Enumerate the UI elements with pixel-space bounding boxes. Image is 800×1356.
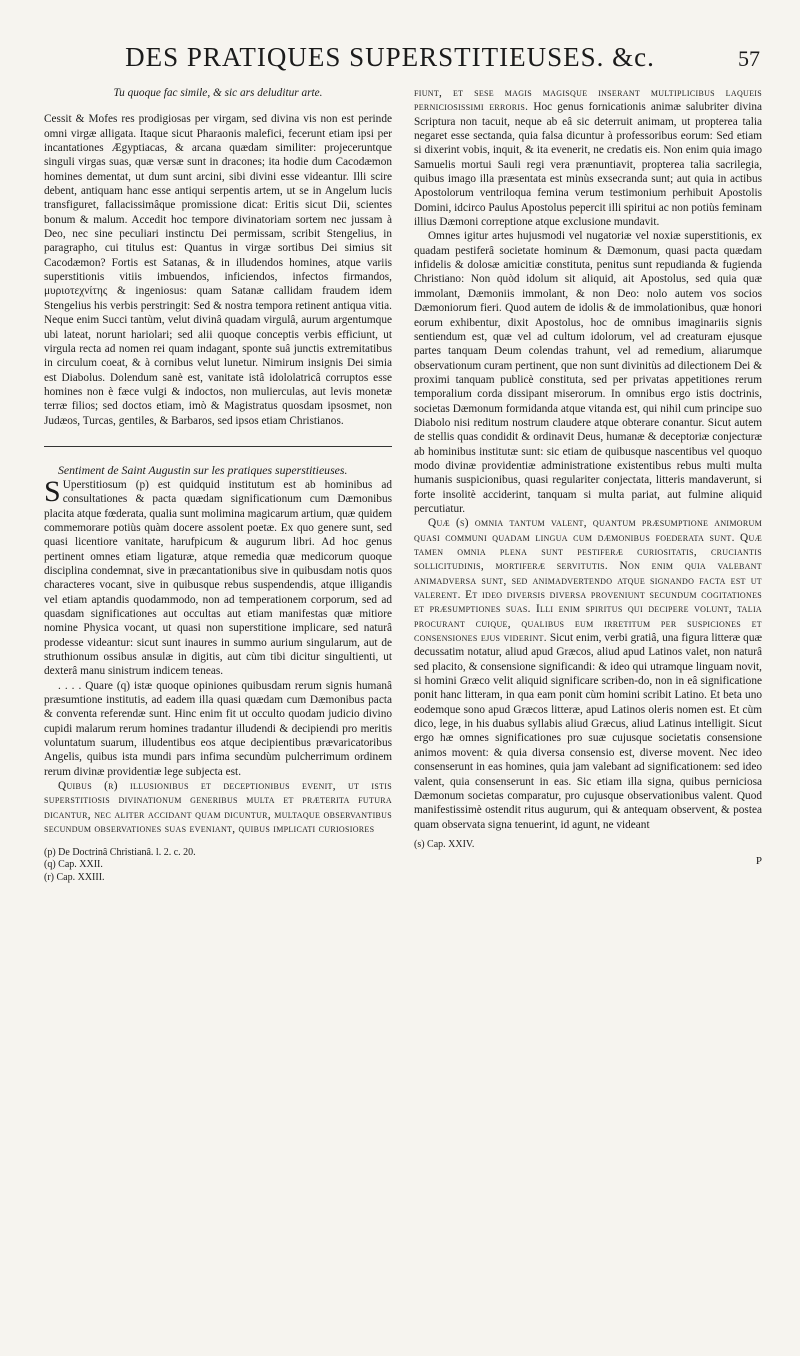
running-title: DES PRATIQUES SUPERSTITIEUSES. &c. <box>125 42 655 72</box>
footnote: (r) Cap. XXIII. <box>44 871 105 883</box>
left-column <box>44 86 392 884</box>
footnote: (p) De Doctrinâ Christianâ. l. 2. c. 20. <box>44 846 196 858</box>
footnotes <box>44 847 392 885</box>
paragraph: Quibus (r) illusionibus et deceptionibus evenit, ut istis superstitiosis divinationum generibus multa et præterita futura dicantur, nec aliter accidant quam dicuntur, multaque observantibus secundum observationes suas eveniant, quibus implicati curiosiores <box>44 780 392 836</box>
paragraph: Cessit & Mofes res prodigiosas per virgam, sed divina vis non est perinde omni virgæ alligata. Itaque sicut Pharaonis malefici, fecerunt etiam ipsi per incantationes Ægyptiacas, & arcana quædam similiter: projeceruntque singuli virgas suas, quæ versæ sunt in dracones; ita hodie dum Cacodæmon homines dementat, ut dum sunt arcini, sibi divini esse videantur. Illi scire debent, antiquam hanc esse antiqui serpentis artem, ut se in Angelum lucis transfiguret, fallacissimâque promissione dicat: Eritis sicut Dii, scientes bonum & malum. Accedit hoc tempore divinatoriam sortem nec jussam à Deo, nec sine peculiari instinctu Dei permissam, scribit Stengelius, in paragrapho, cui titulus est: Quantus in virgæ sortibus Dei simius sit Cacodæmon? Fortis est Satanas, & in illudendos homines, atque variis superstitionis vitiis imbuendos, inficiendos, infectos firmandos, μυριοτεχνίτης & ingeniosus: quam Satanæ callidam fraudem idem Stengelius his verbis perstringit: Sed & nostra tempora retinent antiqua vitia. Neque enim Succi tantùm, velut divinâ quadam virgulâ, aurum argentumque ubi lateat, norunt hariolari; sed alii quoque conceptis verbis efficiunt, ut virgula recta ad nomen rei quam indagant, sponte suâ junctis extremitatibus in circulum coeat, & à cornibus velut lunetur. Nimirum insignis Dei simia est Diabolus. Dolendum sanè est, vanitate istâ idololatricâ corruptos esse homines non è fæce vulgi & indoctos, non mulierculas, aut levis monetæ terræ filios; sed doctos etiam, imò & Magistratus quosdam ipsosmet, non Judæos, Turcas, gentiles, & Barbaros, sed ipsos etiam Christianos. <box>44 113 392 427</box>
footnote: (q) Cap. XXII. <box>44 859 103 870</box>
page-number: 57 <box>738 46 760 71</box>
paragraph <box>44 474 392 679</box>
running-head <box>40 36 760 76</box>
catchword: P <box>755 855 762 868</box>
paragraph-text: Uperstitiosum (p) est quidquid institutum est ab hominibus ad consultationes & pacta quædam significationum cum Dæmonibus placita atque fœderata, qualia sunt molimina magicarum artium, quæ quidem commemorare potiùs quàm docere assolent poetæ. Ex quo genere sunt, sed quasi licentiore vanitate, harufpicum & augurum libri. Ad hoc genus pertinent omnes etiam ligaturæ, atque remedia quæ medicorum quoque disciplina condemnat, sive in præcantationibus sive in quibusdam notis quos characteres vocant, sive in quibusque rebus suspendendis, atque illigandis vel etiam aptandis quodammodo, non ad temperationem corporum, sed ad quasdam significationes aut occultas aut etiam manifestas quæ mitiore nomine Physica vocant, ut quasi non superstitione implicare, sed naturâ prodesse videantur: sicut sunt inaures in summo aurium singularum, aut de struthionum ossibus ansulæ in digitis, aut cùm tibi dicitur singultienti, ut dexterâ manu sinistrum indicem teneas. <box>44 478 392 678</box>
verse-line: Tu quoque fac simile, & sic ars deluditur arte. <box>113 87 323 99</box>
paragraph <box>414 86 762 229</box>
paragraph-text: Sicut enim, verbi gratiâ, una figura litteræ quæ decussatim notatur, aliud apud Græcos, aliud apud Latinos valet, non naturâ sed placito, & consensione significandi: & ideo qui utramque linguam novit, si homini Græco velit aliquid significare scriben-do, non in eâ significatione ponit hanc litteram, in qua eam ponit cùm homini scribit Latino. Et beta uno eodemque sono apud Græcos litteræ, apud Latinos oleris nomen est. Et cùm dico, lege, in his duabus syllabis aliud Græcus, aliud Latinus intelligit. Sicut ergo hæ omnes significationes pro suæ cujusque societatis consensione animos movent: & quia diversa consensio est, diverse movent. Nec ideo consenserunt in eas homines, quia jam valebant ad significationem: sed ideo valent, quia consenserunt in eas. Sic etiam illa signa, quibus perniciosa Dæmonum societas comparatur, pro cujusque observationibus valent. Quod manifestissimè ostendit ritus augurum, qui & antequam observent, & postea quam observata signa tenuerint, id agunt, ne videant <box>414 632 763 831</box>
small-caps-text: Quæ (s) omnia tantum valent, quantum præsumptione animorum quasi communi quadam lingua cum dæmonibus foederata sunt. Quæ tamen omnia plena sunt pestiferæ curiositatis, cruciantis sollicitudinis, mortiferæ servitutis. Non enim quia valebant animadversa sunt, sed animadvertendo atque signando facta est ut valerent. Et ideo diversis diversa proveniunt secundum cogitationes et præsumptiones suas. Illi enim spiritus qui decipere volunt, talia procurant cuique, qualibus eum irretitum per suspiciones et consensiones ejus viderint. <box>414 517 762 645</box>
paragraph: Omnes igitur artes hujusmodi vel nugatoriæ vel noxiæ superstitionis, ex quadam pestiferâ societate hominum & Dæmonum, quasi pacta quædam infidelis & dolosæ amicitiæ constituta, penitus sunt repudianda & fugienda Christiano: Non quòd idolum sit aliquid, ait Apostolus, sed quia quæ immolant, Dæmoniis immolant, & non Deo: nolo autem vos socios Dæmoniorum fieri. Quod autem de idolis & de immolationibus, quæ honori eorum exhibentur, dixit Apostolus, hoc de omnibus imaginariis signis sentiendum est, quæ vel ad cultum idolorum, vel ad creaturam ejusque partes tanquam Deum colendas trahunt, vel ad remedium, aliarumque observationum curam pertinent, que non sunt divinitùs ad dilectionem Dei & proximi tanquam publicè constituta, sed per privatas appetitiones rerum temporalium corda dissipant miserorum. In omnibus ergo istis doctrinis, societas Dæmonum formidanda atque vitanda est, qui nihil cum principe suo Diabolo nisi reditum nostrum claudere atque obterare conantur. Sicut autem de stellis quas condidit & ordinavit Deus, humanæ & deceptoriæ conjecturæ ab hominibus institutæ sunt: sic etiam de quibusque nascentibus vel quoquo modo divinæ providentiæ administratione existentibus rebus multi multa humanis suspicionibus, quasi regulariter conjectata, litteris mandaverunt, si forte insolitè acciderint, tanquam si multa pariat, aut fulmine aliquid percutiatur. <box>414 230 762 515</box>
right-column <box>414 86 762 869</box>
paragraph <box>414 516 762 832</box>
footnote: (s) Cap. XXIV. <box>414 838 475 850</box>
small-caps-text: fiunt, et sese magis magisque inserant multiplicibus laqueis perniciosissimi erroris. <box>414 87 762 114</box>
paragraph-text: Hoc genus fornicationis animæ salubriter divina Scriptura non tacuit, neque ab eâ sic deterruit animam, ut propterea talia negaret esse sectanda, quia falsa dicuntur à professoribus eorum: Sed etiam si dixerint vobis, inquit, & ita evenerit, ne credatis eis. Non enim quia imago Samuelis mortui Sauli regi vera prænuntiavit, propterea talia sacrilegia, quibus imago illa præsentata est minùs exsecranda sunt; aut quia in actibus Apostolorum ventriloqua femina verum testimonium perhibuit Apostolis Domini, idcirco Paulus Apostolus pepercit illi spiritui ac non potiùs feminam illius Dæmoni correptione atque exclusione mundavit. <box>414 101 762 229</box>
section-divider <box>44 446 392 447</box>
section-heading: Sentiment de Saint Augustin sur les pratiques superstitieuses. <box>58 462 348 477</box>
drop-cap: S <box>44 474 61 508</box>
paragraph: . . . . Quare (q) istæ quoque opiniones quibusdam rerum signis humanâ præsumtione institutis, ad eadem illa quasi quædam cum Dæmonibus pacta & conventa referendæ sunt. Hinc enim fit ut occulto quodam judicio divino cupidi malarum rerum homines tradantur illudendi & decipiendi pro meritis voluntatum suarum, illudentibus eos atque decipientibus prævaricatoribus Angelis, quibus ista mundi pars infima secundùm pulcherrimum ordinem rerum divinæ providentiæ lege subjecta est. <box>44 679 392 778</box>
